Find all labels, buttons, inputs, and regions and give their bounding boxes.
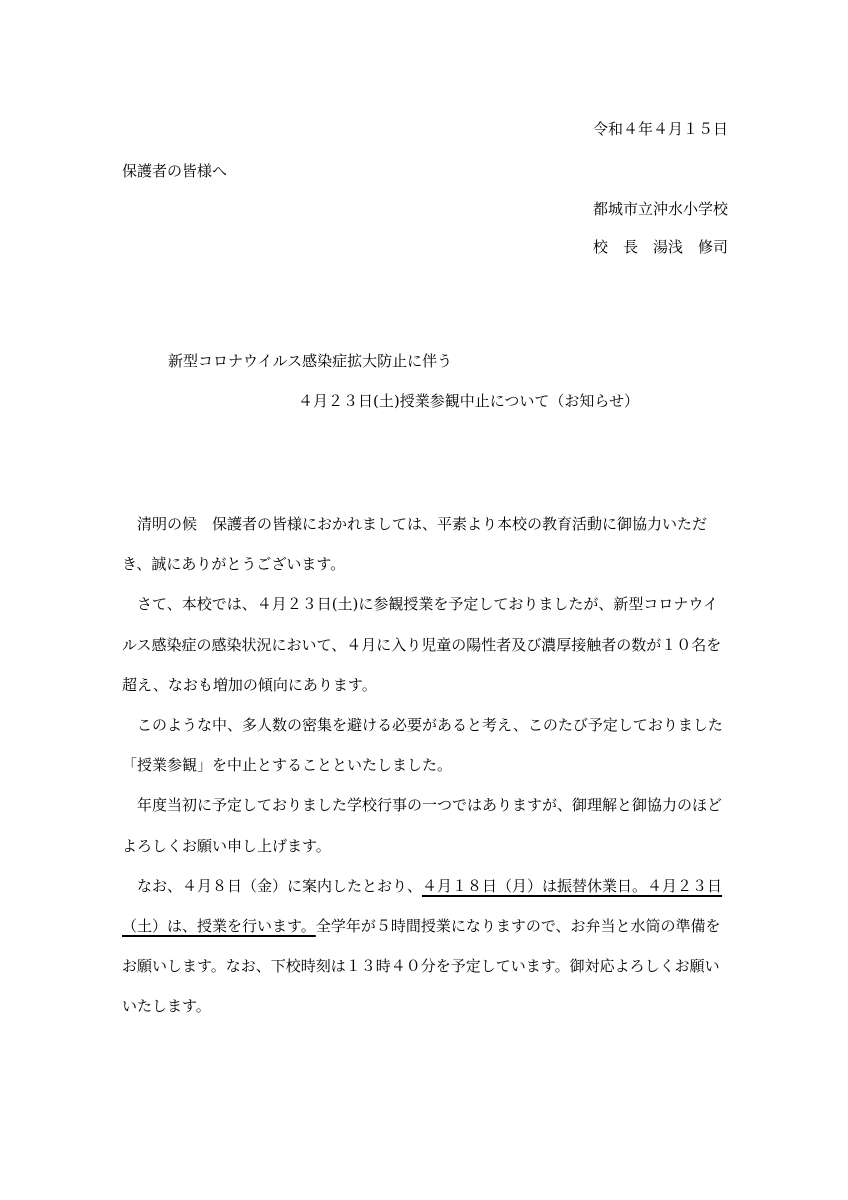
body-paragraph-request: 年度当初に予定しておりました学校行事の一つではありますが、御理解と御協力のほどよろしくお願い申し上げます。: [122, 796, 723, 855]
recipient-line: 保護者の皆様へ: [122, 162, 228, 180]
schedule-underlined-text: ４月１８日（月）は振替休業日。４月２３日（土）は、授業を行います。: [122, 876, 723, 936]
body-paragraph-schedule: [122, 866, 732, 1027]
notice-title-line2: ４月２３日(土)授業参観中止について（お知らせ）: [298, 392, 639, 410]
schedule-detail-text: 全学年が５時間授業になりますので、お弁当と水筒の準備をお願いします。なお、下校時刻は１３時４０分を予定しています。御対応よろしくお願いいたします。: [122, 917, 721, 1016]
notice-title-line1: 新型コロナウイルス感染症拡大防止に伴う: [168, 352, 453, 370]
letter-body: [122, 504, 732, 1027]
body-paragraph-greeting: 清明の候 保護者の皆様におかれましては、平素より本校の教育活動に御協力いただき、誠にありがとうございます。: [122, 515, 708, 574]
body-paragraph-situation: さて、本校では、４月２３日(土)に参観授業を予定しておりましたが、新型コロナウイルス感染症の感染状況において、４月に入り児童の陽性者及び濃厚接触者の数が１０名を超え、なおも増加の傾向にあります。: [122, 595, 722, 694]
school-name: 都城市立沖水小学校: [592, 200, 728, 218]
body-paragraph-cancellation: このような中、多人数の密集を避ける必要があると考え、このたび予定しておりました「授業参観」を中止とすることといたしました。: [122, 716, 723, 775]
schedule-intro-text: なお、４月８日（金）に案内したとおり、: [137, 876, 423, 895]
principal-name: 校 長 湯浅 修司: [592, 238, 728, 256]
letter-date: 令和４年４月１５日: [592, 120, 728, 138]
